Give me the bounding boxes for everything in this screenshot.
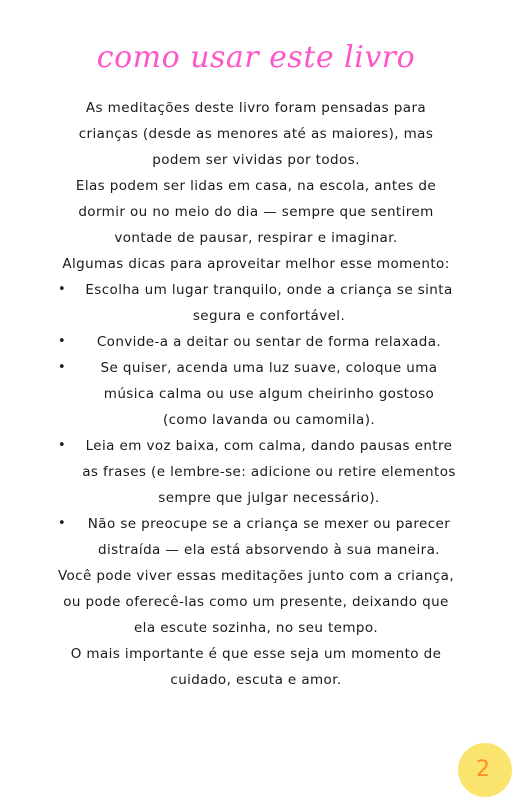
- tip-text: Convide-a a deitar ou sentar de forma relaxada.: [96, 334, 442, 350]
- bullet-icon: •: [58, 334, 67, 349]
- tip-item: [56, 277, 456, 329]
- tip-item: [56, 329, 456, 355]
- tip-text: Não se preocupe se a criança se mexer ou parecer distraída — ela está absorvendo à sua maneira.: [87, 516, 451, 558]
- intro-paragraph-1: As meditações deste livro foram pensadas para crianças (desde as menores até as maiores), mas podem ser vividas por todos.: [78, 100, 434, 168]
- bullet-icon: •: [58, 438, 67, 453]
- tip-item: [56, 355, 456, 433]
- page-title: como usar este livro: [96, 40, 416, 75]
- tips-list: [56, 277, 456, 563]
- tip-item: [56, 433, 456, 511]
- page-content: [56, 95, 456, 693]
- intro-paragraph-2: Elas podem ser lidas em casa, na escola, antes de dormir ou no meio do dia — sempre que sentirem vontade de pausar, respirar e imaginar.: [75, 178, 437, 246]
- tip-text: Leia em voz baixa, com calma, dando pausas entre as frases (e lembre-se: adicione ou retire elementos sempre que julgar necessário).: [82, 438, 456, 506]
- intro-paragraph-3: Algumas dicas para aproveitar melhor esse momento:: [62, 256, 450, 272]
- tip-text: Escolha um lugar tranquilo, onde a criança se sinta segura e confortável.: [85, 282, 453, 324]
- page-number: 2: [476, 757, 490, 782]
- closing-paragraph-2: O mais importante é que esse seja um momento de cuidado, escuta e amor.: [70, 646, 442, 688]
- bullet-icon: •: [58, 282, 67, 297]
- tip-item: [56, 511, 456, 563]
- tip-text: Se quiser, acenda uma luz suave, coloque uma música calma ou use algum cheirinho gostoso (como lavanda ou camomila).: [100, 360, 438, 428]
- bullet-icon: •: [58, 360, 67, 375]
- page-number-badge: [458, 743, 512, 797]
- bullet-icon: •: [58, 516, 67, 531]
- closing-paragraph-1: Você pode viver essas meditações junto com a criança, ou pode oferecê-las como um presente, deixando que ela escute sozinha, no seu tempo.: [57, 568, 455, 636]
